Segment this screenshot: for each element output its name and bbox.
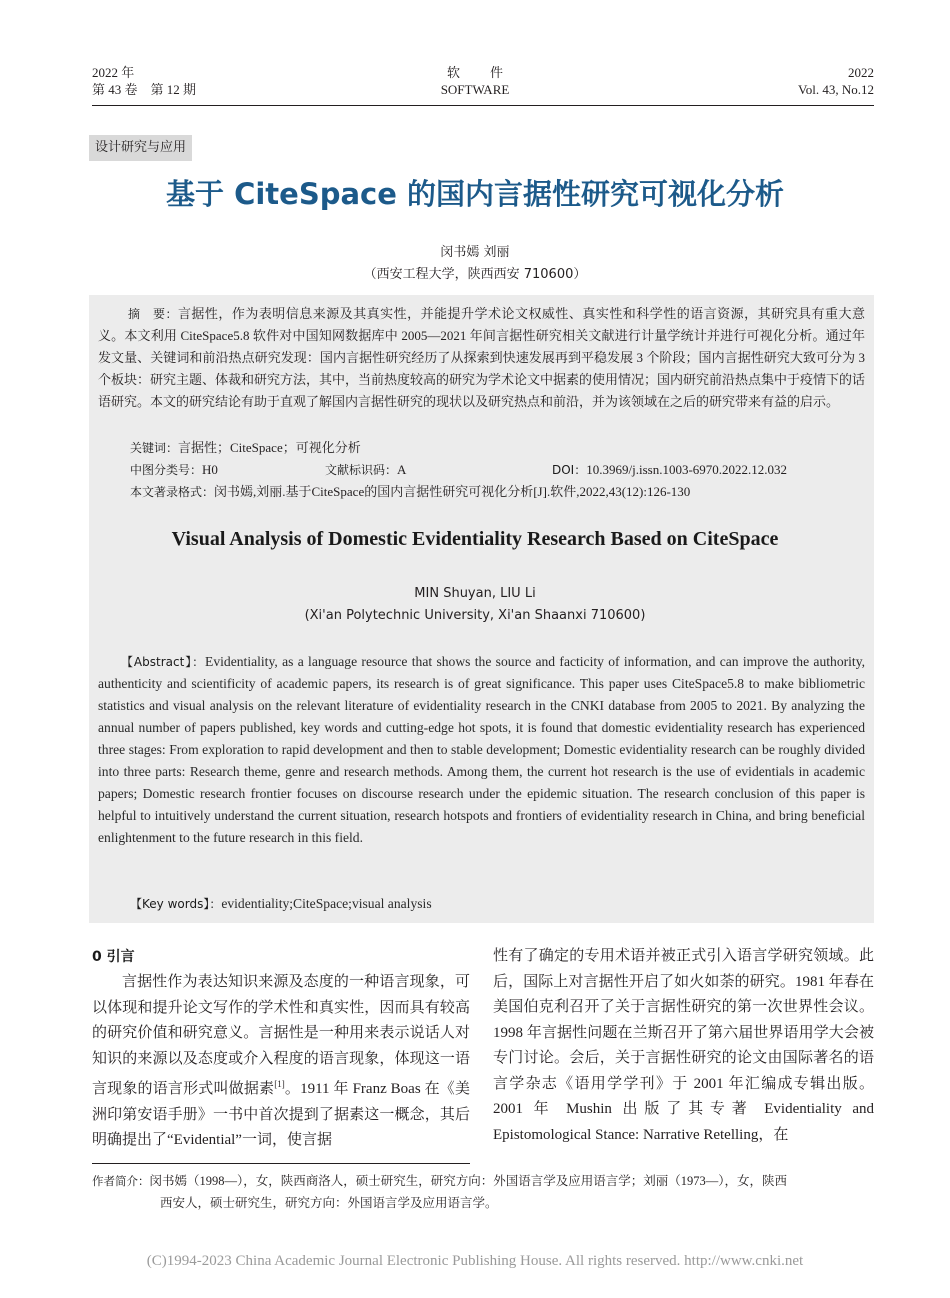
footnote-label: 作者简介：	[92, 1174, 150, 1188]
keywords-en-label: 【Key words】：	[130, 897, 222, 911]
abstract-cn-text: 言据性，作为表明信息来源及其真实性，并能提升学术论文权威性、真实性和科学性的语言资源，其研究具有重大意义。本文利用 CiteSpace5.8 软件对中国知网数据库中 2005—2021 年间言据性研究相关文献进行计量学统计并进行可视化分析。通过年发文量、关键词和前沿热点研究发现：国内言据性研究经历了从探索到快速发展再到平稳发展 3 个阶段；国内言据性研究大致可分为 3 个板块：研究主题、体裁和研究方法，其中，当前热度较高的研究为学术论文中据素的使用情况；国内研究前沿热点集中于疫情下的话语研究。本文的研究结论有助于直观了解国内言据性研究的现状以及研究热点和前沿，并为该领域在之后的研究带来有益的启示。	[98, 306, 866, 409]
affiliation-cn: （西安工程大学，陕西西安 710600）	[363, 267, 587, 282]
document-code	[325, 459, 406, 481]
keywords-cn-label: 关键词：	[130, 441, 179, 455]
footnote-line2: 西安人，硕士研究生，研究方向：外国语言学及应用语言学。	[160, 1196, 498, 1210]
clc-label: 中图分类号：	[130, 463, 203, 477]
copyright-line: (C)1994-2023 China Academic Journal Electronic Publishing House. All rights reserved. http://www.cnki.net	[146, 1253, 804, 1269]
header-volume-issue-cn: 第 43 卷 第 12 期	[92, 82, 197, 97]
column-tag: 设计研究与应用	[89, 135, 192, 161]
abstract-cn	[98, 303, 865, 413]
clc-number	[130, 459, 218, 481]
header-year: 2022	[848, 65, 874, 80]
affiliation-en: (Xi'an Polytechnic University, Xi'an Shaanxi 710600)	[304, 608, 646, 623]
doi	[552, 459, 787, 481]
body-left-text-b: 。1911 年 Franz Boas 在《美洲印第安语手册》一书中首次提到了据素这一概念，其后明确提出了“Evidential”一词，使言据	[92, 1081, 470, 1148]
header-magazine-en: SOFTWARE	[440, 82, 510, 97]
header-year-cn: 2022 年	[92, 65, 135, 80]
footnote-rule	[92, 1163, 470, 1164]
keywords-en	[130, 893, 432, 915]
doc-code-label: 文献标识码：	[325, 463, 398, 477]
clc-value: H0	[202, 462, 218, 477]
abstract-en-label: 【Abstract】：	[121, 655, 206, 669]
abstract-en-text: Evidentiality, as a language resource that shows the source and facticity of information, and can improve the authority, authenticity and scientificity of academic papers, its research is of great significance. This paper uses CiteSpace5.8 to make bibliometric statistics and visual analysis on the relevant literature of evidentiality research in the CNKI database from 2005 to 2021. By analyzing the annual number of papers published, key words and cutting-edge hot spots, it is found that domestic evidentiality research has experienced three stages: From exploration to rapid development and then to stable development; Domestic evidentiality research can be roughly divided into three parts: Research theme, genre and research methods. Among them, the current hot research is the use of evidentials in academic papers; Domestic research frontier focuses on discourse research under the epidemic situation. The research conclusion of this paper is helpful to intuitively understand the current situation, research hotspots and frontiers of evidentiality research in China, and bring beneficial enlightenment to the future research in this field.	[98, 654, 866, 845]
title-en: Visual Analysis of Domestic Evidentiality Research Based on CiteSpace	[171, 528, 779, 550]
body-right-column	[493, 944, 874, 1148]
doi-value: 10.3969/j.issn.1003-6970.2022.12.032	[586, 462, 788, 477]
citation-label: 本文著录格式：	[130, 485, 215, 499]
body-left-column	[92, 970, 470, 1154]
citation-value: 闵书嫣,刘丽.基于CiteSpace的国内言据性研究可视化分析[J].软件,2022,43(12):126-130	[214, 484, 691, 499]
body-paragraph	[92, 970, 470, 1154]
author-footnote	[92, 1170, 874, 1214]
body-right-text: 性有了确定的专用术语并被正式引入语言学研究领域。此后，国际上对言据性开启了如火如荼的研究。1981 年春在美国伯克利召开了关于言据性研究的第一次世界性会议。1998 年言据性问题在兰斯召开了第六届世界语用学大会被专门讨论。会后，关于言据性研究的论文由国际著名的语言学杂志《语用学学刊》于 2001 年汇编成专辑出版。2001 年 Mushin 出版了其专著 Evidentiality and Epistomological Stance: Narrative Retelling，在	[493, 948, 874, 1143]
keywords-cn	[130, 437, 361, 459]
reference-1[interactable]: [1]	[274, 1079, 285, 1089]
citation-format	[130, 481, 870, 503]
keywords-en-value: evidentiality;CiteSpace;visual analysis	[221, 896, 432, 911]
body-left-text-a: 言据性作为表达知识来源及态度的一种语言现象，可以体现和提升论文写作的学术性和真实性，因而具有较高的研究价值和研究意义。言据性是一种用来表示说话人对知识的来源以及态度或介入程度的语言现象，体现这一语言现象的语言形式叫做据素	[92, 974, 470, 1097]
doi-label: DOI：	[552, 463, 587, 477]
header-magazine-cn: 软件	[446, 65, 533, 80]
header-rule	[92, 105, 874, 106]
authors-cn: 闵书嫣 刘丽	[440, 245, 510, 260]
doc-code-value: A	[397, 462, 407, 477]
abstract-cn-label: 摘 要：	[128, 307, 178, 321]
header-volume-issue-en: Vol. 43, No.12	[798, 82, 874, 97]
page-title: 基于 CiteSpace 的国内言据性研究可视化分析	[165, 177, 785, 211]
footnote-line1: 闵书嫣（1998—），女，陕西商洛人，硕士研究生，研究方向：外国语言学及应用语言学；刘丽（1973—），女，陕西	[149, 1174, 788, 1188]
section-title: 0 引言	[92, 949, 135, 965]
keywords-cn-value: 言据性；CiteSpace；可视化分析	[178, 440, 361, 455]
abstract-en	[98, 651, 865, 849]
authors-en: MIN Shuyan, LIU Li	[414, 586, 536, 601]
header-right	[798, 64, 874, 98]
